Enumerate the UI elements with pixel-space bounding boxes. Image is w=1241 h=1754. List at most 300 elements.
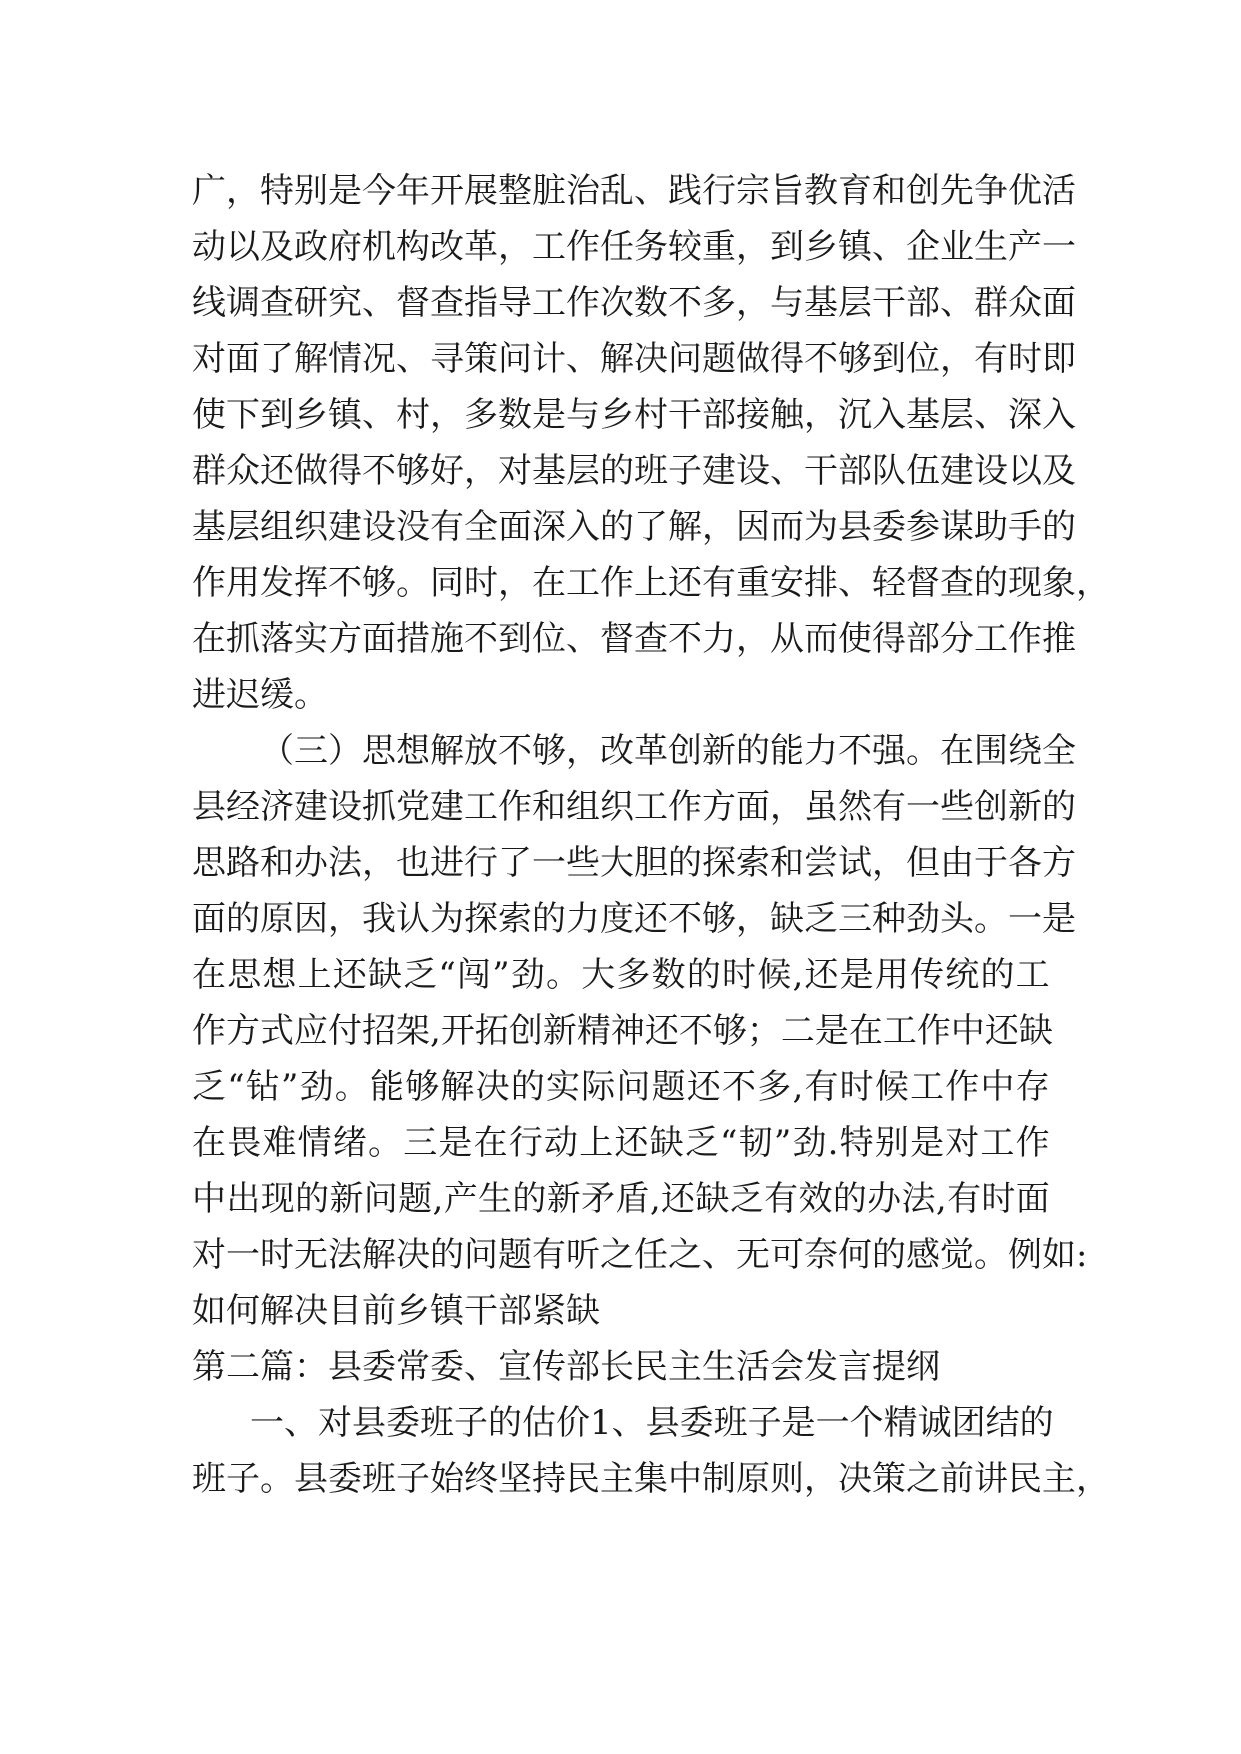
glyph: 作 — [668, 787, 702, 827]
glyph: 应 — [294, 1011, 328, 1051]
glyph: 府 — [328, 227, 362, 267]
glyph: 尝 — [804, 843, 838, 883]
glyph: ， — [498, 227, 532, 267]
glyph: ” — [281, 1067, 299, 1107]
glyph: 矛 — [581, 1179, 616, 1219]
glyph: 落 — [260, 619, 294, 659]
glyph: ， — [328, 899, 362, 939]
glyph: 的 — [1042, 787, 1076, 827]
glyph: 动 — [192, 227, 226, 267]
glyph: 委 — [386, 1403, 420, 1443]
glyph: 查 — [430, 283, 464, 323]
text-line — [192, 275, 1076, 331]
text-line — [192, 555, 1110, 611]
glyph: 深 — [532, 507, 566, 547]
glyph: 基 — [906, 395, 940, 435]
glyph: 各 — [1008, 843, 1042, 883]
glyph: 用 — [226, 563, 260, 603]
glyph: 乡 — [804, 227, 838, 267]
glyph: 诚 — [917, 1403, 952, 1443]
glyph: 付 — [328, 1011, 362, 1051]
glyph: 作 — [498, 787, 532, 827]
glyph: 建 — [702, 451, 736, 491]
glyph: 不 — [498, 731, 532, 771]
glyph: 组 — [260, 507, 294, 547]
glyph: 镇 — [328, 395, 362, 435]
glyph: ” — [492, 955, 510, 995]
glyph: 大 — [581, 955, 616, 995]
glyph: 策 — [464, 339, 498, 379]
glyph: 多 — [616, 955, 651, 995]
glyph: 做 — [294, 451, 328, 491]
glyph: ， — [226, 171, 260, 211]
glyph: 参 — [906, 507, 940, 547]
glyph: 次 — [600, 283, 634, 323]
glyph: 是 — [438, 1123, 473, 1163]
glyph: 工 — [974, 619, 1008, 659]
glyph: 我 — [362, 899, 396, 939]
glyph: 众 — [226, 451, 260, 491]
glyph: 乏 — [192, 1067, 226, 1107]
glyph: 和 — [532, 787, 566, 827]
glyph: 中 — [668, 1459, 702, 1499]
glyph: 了 — [634, 507, 668, 547]
glyph: 劲 — [299, 1067, 334, 1107]
glyph: 一 — [906, 787, 940, 827]
glyph: 到 — [498, 619, 532, 659]
glyph: 开 — [440, 1011, 475, 1051]
glyph: 为 — [430, 899, 464, 939]
paragraph-start-line — [192, 1395, 1054, 1451]
glyph: 题 — [498, 1235, 532, 1275]
glyph: 织 — [294, 507, 328, 547]
glyph: 劲 — [792, 1123, 827, 1163]
glyph: 。 — [974, 899, 1008, 939]
glyph: 的 — [295, 1179, 330, 1219]
glyph: 解 — [294, 339, 328, 379]
glyph: 放 — [464, 731, 498, 771]
glyph: 思 — [362, 731, 396, 771]
glyph: 不 — [668, 899, 702, 939]
glyph: 可 — [770, 1235, 804, 1275]
glyph: 乱 — [600, 171, 634, 211]
glyph: 主 — [600, 1459, 634, 1499]
glyph: 建 — [940, 451, 974, 491]
glyph: 劲 — [510, 955, 545, 995]
glyph: 工 — [532, 283, 566, 323]
text-line — [192, 1171, 1050, 1227]
glyph: 问 — [363, 1179, 398, 1219]
glyph: 别 — [874, 1123, 909, 1163]
glyph: ” — [773, 1123, 792, 1163]
glyph: 使 — [192, 395, 226, 435]
glyph: 式 — [260, 1011, 294, 1051]
glyph: : — [1076, 1235, 1088, 1275]
glyph: 时 — [722, 955, 757, 995]
glyph: 全 — [1042, 731, 1076, 771]
glyph: 用 — [874, 955, 909, 995]
glyph: 建 — [430, 787, 464, 827]
glyph: 子 — [454, 1403, 488, 1443]
glyph: 乏 — [804, 899, 838, 939]
glyph: 整 — [498, 171, 532, 211]
glyph: 展 — [464, 171, 498, 211]
glyph: 畏 — [227, 1123, 262, 1163]
glyph: 不 — [464, 619, 498, 659]
glyph: 使 — [838, 619, 872, 659]
glyph: 工 — [464, 787, 498, 827]
text-line — [192, 1003, 1053, 1059]
glyph: 有 — [974, 339, 1008, 379]
glyph: ， — [1076, 563, 1110, 603]
glyph: 主 — [1042, 1459, 1076, 1499]
glyph: 想 — [396, 731, 430, 771]
text-line — [192, 835, 1076, 891]
glyph: ， — [872, 843, 906, 883]
glyph: 有 — [804, 1067, 839, 1107]
glyph: ， — [736, 283, 770, 323]
glyph: 线 — [192, 283, 226, 323]
glyph: ， — [362, 843, 396, 883]
glyph: 路 — [226, 843, 260, 883]
glyph: 解 — [440, 1067, 475, 1107]
glyph: 机 — [362, 227, 396, 267]
glyph: 位 — [532, 619, 566, 659]
glyph: 全 — [464, 507, 498, 547]
glyph: 之 — [906, 1459, 940, 1499]
glyph: 得 — [770, 339, 804, 379]
glyph: 施 — [430, 619, 464, 659]
glyph: 有 — [430, 507, 464, 547]
glyph: 面 — [1042, 283, 1076, 323]
glyph: 入 — [566, 507, 600, 547]
glyph: 县 — [192, 787, 226, 827]
glyph: 则 — [770, 1459, 804, 1499]
glyph: 开 — [430, 171, 464, 211]
text-line — [192, 163, 1076, 219]
paragraph-start-line — [192, 723, 1076, 779]
glyph: 方 — [328, 619, 362, 659]
glyph: 同 — [430, 563, 464, 603]
glyph: 神 — [610, 1011, 645, 1051]
glyph: 团 — [951, 1403, 986, 1443]
glyph: 、 — [872, 227, 906, 267]
glyph: 够 — [702, 899, 736, 939]
glyph: 制 — [702, 1459, 736, 1499]
glyph: 行 — [508, 1123, 543, 1163]
glyph: 设 — [974, 451, 1008, 491]
glyph: 法 — [328, 843, 362, 883]
glyph: 面 — [498, 507, 532, 547]
glyph: 时 — [260, 1235, 294, 1275]
glyph: 挥 — [294, 563, 328, 603]
glyph: 够 — [362, 563, 396, 603]
glyph: 方 — [702, 787, 736, 827]
glyph: 数 — [651, 955, 686, 995]
glyph: 重 — [736, 563, 770, 603]
glyph: 听 — [566, 1235, 600, 1275]
glyph: 。 — [906, 731, 940, 771]
glyph: 深 — [1008, 395, 1042, 435]
glyph: 奈 — [804, 1235, 838, 1275]
glyph: 一 — [250, 1403, 284, 1443]
glyph: 的 — [600, 507, 634, 547]
glyph: 乏 — [403, 955, 438, 995]
glyph: 索 — [498, 899, 532, 939]
glyph: , — [649, 1179, 661, 1219]
glyph: ， — [736, 227, 770, 267]
glyph: 集 — [634, 1459, 668, 1499]
glyph: 估 — [522, 1403, 556, 1443]
glyph: “ — [438, 955, 456, 995]
glyph: 一 — [815, 1403, 850, 1443]
glyph: 对 — [498, 451, 532, 491]
glyph: ， — [940, 339, 974, 379]
glyph: 了 — [260, 339, 294, 379]
glyph: 干 — [668, 395, 702, 435]
glyph: 部 — [838, 451, 872, 491]
glyph: 轻 — [872, 563, 906, 603]
glyph: 践 — [668, 171, 702, 211]
glyph: 织 — [600, 787, 634, 827]
glyph: 然 — [838, 787, 872, 827]
glyph: 革 — [634, 731, 668, 771]
glyph: 作 — [566, 283, 600, 323]
glyph: 多 — [464, 395, 498, 435]
glyph: 之 — [600, 1235, 634, 1275]
glyph: 新 — [546, 1179, 581, 1219]
glyph: 和 — [260, 843, 294, 883]
glyph: 建 — [328, 507, 362, 547]
glyph: 度 — [600, 899, 634, 939]
glyph: 设 — [736, 451, 770, 491]
glyph: 不 — [678, 1011, 713, 1051]
glyph: 队 — [872, 451, 906, 491]
glyph: 还 — [634, 899, 668, 939]
glyph: 的 — [872, 1235, 906, 1275]
glyph: 层 — [838, 283, 872, 323]
glyph: 助 — [974, 507, 1008, 547]
glyph: 作 — [945, 1067, 980, 1107]
glyph: 上 — [579, 1123, 614, 1163]
glyph: 的 — [226, 899, 260, 939]
glyph: 旨 — [770, 171, 804, 211]
glyph: 围 — [974, 731, 1008, 771]
glyph: 在 — [940, 731, 974, 771]
glyph: 乏 — [684, 1123, 719, 1163]
glyph: 还 — [644, 1011, 679, 1051]
glyph: 作 — [566, 227, 600, 267]
glyph: 行 — [702, 171, 736, 211]
glyph: 新 — [702, 731, 736, 771]
glyph: 难 — [262, 1123, 297, 1163]
glyph: 是 — [1042, 899, 1076, 939]
glyph: 效 — [798, 1179, 833, 1219]
glyph: 不 — [362, 451, 396, 491]
glyph: 不 — [328, 563, 362, 603]
glyph: 际 — [581, 1067, 616, 1107]
glyph: 活 — [1042, 171, 1076, 211]
glyph: 三 — [294, 731, 328, 771]
glyph: “ — [720, 1123, 738, 1163]
glyph: 、 — [770, 451, 804, 491]
glyph: 任 — [600, 227, 634, 267]
glyph: 缺 — [695, 1179, 730, 1219]
text-line — [192, 891, 1076, 947]
glyph: 力 — [566, 899, 600, 939]
glyph: 种 — [872, 899, 906, 939]
glyph: 和 — [770, 843, 804, 883]
glyph: 伍 — [906, 451, 940, 491]
glyph: 力 — [804, 731, 838, 771]
glyph: 何 — [838, 1235, 872, 1275]
glyph: 谋 — [940, 507, 974, 547]
glyph: 的 — [980, 955, 1015, 995]
glyph: 价 — [556, 1403, 590, 1443]
glyph: 在 — [848, 1011, 883, 1051]
glyph: 数 — [634, 283, 668, 323]
glyph: 的 — [736, 731, 770, 771]
glyph: 还 — [804, 955, 839, 995]
glyph: 委 — [328, 1459, 362, 1499]
glyph: 没 — [396, 507, 430, 547]
glyph: 缺 — [770, 899, 804, 939]
glyph: 传 — [910, 955, 945, 995]
glyph: 有 — [947, 1179, 982, 1219]
text-line — [192, 331, 1076, 387]
glyph: 题 — [651, 1067, 686, 1107]
glyph: 企 — [906, 227, 940, 267]
glyph: 。 — [368, 1123, 403, 1163]
glyph: 、 — [702, 1235, 736, 1275]
glyph: 三 — [838, 899, 872, 939]
glyph: 的 — [974, 563, 1008, 603]
glyph: 县 — [838, 507, 872, 547]
glyph: 构 — [396, 227, 430, 267]
glyph: 一 — [532, 843, 566, 883]
glyph: 子 — [226, 1459, 260, 1499]
glyph: 民 — [1008, 1459, 1042, 1499]
glyph: 分 — [940, 619, 974, 659]
glyph: 二 — [780, 1011, 815, 1051]
glyph: 工 — [980, 1123, 1015, 1163]
glyph: 方 — [226, 1011, 260, 1051]
glyph: 问 — [616, 1067, 651, 1107]
glyph: 方 — [1042, 843, 1076, 883]
glyph: 是 — [910, 1123, 945, 1163]
glyph: 到 — [770, 227, 804, 267]
glyph: 做 — [736, 339, 770, 379]
glyph: 中 — [980, 1067, 1015, 1107]
glyph: 乡 — [294, 395, 328, 435]
glyph: 无 — [294, 1235, 328, 1275]
glyph: 对 — [192, 1235, 226, 1275]
glyph: 钻 — [245, 1067, 280, 1107]
glyph: 决 — [634, 339, 668, 379]
glyph: 1 — [590, 1403, 612, 1443]
glyph: 还 — [686, 1067, 721, 1107]
glyph: 及 — [1042, 451, 1076, 491]
glyph: 于 — [974, 843, 1008, 883]
glyph: ， — [566, 731, 600, 771]
glyph: 以 — [1008, 451, 1042, 491]
glyph: 解 — [668, 507, 702, 547]
glyph: 设 — [362, 507, 396, 547]
glyph: 因 — [294, 899, 328, 939]
glyph: 优 — [1008, 171, 1042, 211]
glyph: 坚 — [498, 1459, 532, 1499]
glyph: 时 — [839, 1067, 874, 1107]
glyph: 缺 — [368, 955, 403, 995]
glyph: 现 — [1008, 563, 1042, 603]
glyph: 上 — [297, 955, 332, 995]
glyph: 抓 — [226, 619, 260, 659]
glyph: 政 — [294, 227, 328, 267]
glyph: 还 — [661, 1179, 696, 1219]
glyph: 情 — [297, 1123, 332, 1163]
glyph: 闯 — [457, 955, 492, 995]
text-line — [192, 443, 1076, 499]
glyph: 有 — [764, 1179, 799, 1219]
glyph: “ — [227, 1067, 245, 1107]
glyph: 生 — [974, 227, 1008, 267]
glyph: 工 — [910, 1067, 945, 1107]
glyph: 安 — [770, 563, 804, 603]
glyph: 够 — [838, 339, 872, 379]
glyph: 还 — [668, 563, 702, 603]
glyph: 不 — [668, 283, 702, 323]
glyph: 研 — [294, 283, 328, 323]
glyph: 宗 — [736, 171, 770, 211]
glyph: 建 — [294, 787, 328, 827]
glyph: 接 — [736, 395, 770, 435]
glyph: 对 — [318, 1403, 352, 1443]
glyph: 例 — [1008, 1235, 1042, 1275]
glyph: 基 — [804, 283, 838, 323]
glyph: 的 — [510, 1067, 545, 1107]
glyph: 对 — [192, 339, 226, 379]
section-heading: 第二篇：县委常委、宣传部长民主生活会发言提纲 — [192, 1347, 940, 1387]
glyph: 终 — [464, 1459, 498, 1499]
glyph: 乏 — [729, 1179, 764, 1219]
glyph: 还 — [984, 1011, 1019, 1051]
glyph: 得 — [328, 451, 362, 491]
glyph: 推 — [1042, 619, 1076, 659]
glyph: 而 — [770, 507, 804, 547]
glyph: 干 — [872, 283, 906, 323]
glyph: , — [792, 1067, 804, 1107]
glyph: 问 — [464, 1235, 498, 1275]
glyph: 、 — [566, 339, 600, 379]
glyph: 作 — [192, 563, 226, 603]
glyph: 由 — [940, 843, 974, 883]
text-line — [192, 1115, 1050, 1171]
glyph: 、 — [940, 283, 974, 323]
glyph: 了 — [498, 843, 532, 883]
glyph: 的 — [532, 899, 566, 939]
glyph: 解 — [430, 731, 464, 771]
glyph: 治 — [566, 171, 600, 211]
glyph: 基 — [192, 507, 226, 547]
glyph: 大 — [600, 843, 634, 883]
glyph: 工 — [1015, 955, 1050, 995]
glyph: 有 — [532, 1235, 566, 1275]
glyph: 别 — [294, 171, 328, 211]
text-line — [192, 1451, 1110, 1507]
glyph: 是 — [532, 395, 566, 435]
glyph: 办 — [867, 1179, 902, 1219]
glyph: 强 — [872, 731, 906, 771]
